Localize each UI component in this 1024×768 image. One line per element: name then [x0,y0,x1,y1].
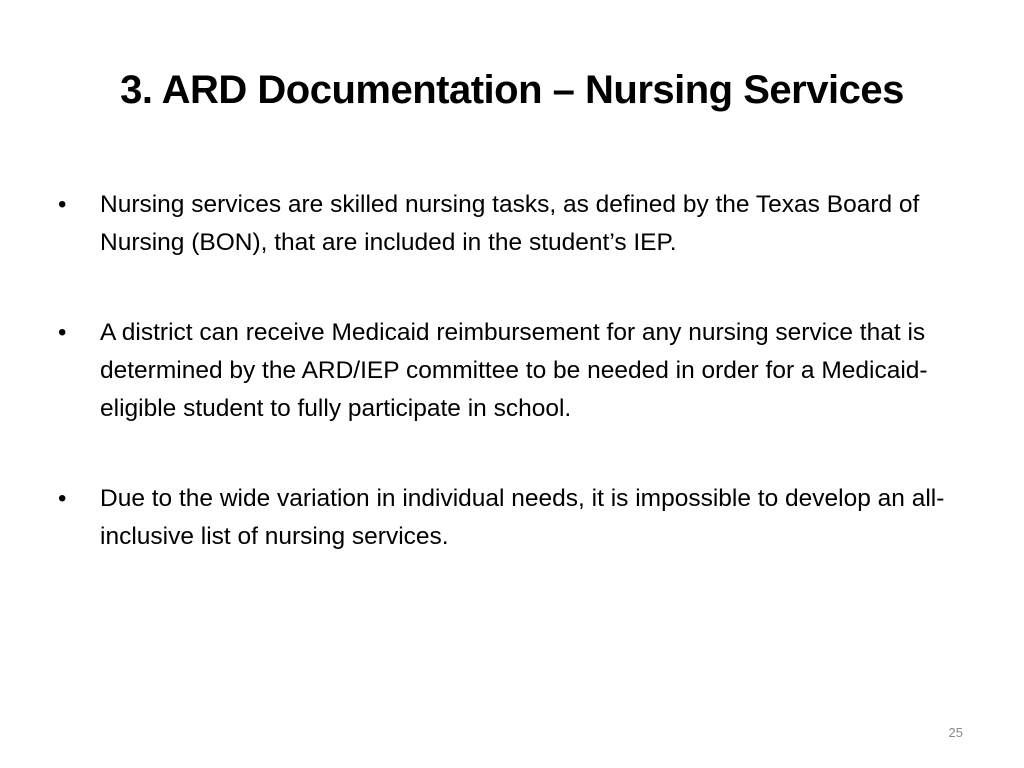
bullet-item [58,480,978,556]
bullet-marker: • [58,319,67,346]
bullet-marker: • [58,191,67,218]
slide-title: 3. ARD Documentation – Nursing Services [120,68,904,112]
page-number: 25 [948,725,963,740]
bullet-list [58,186,978,556]
bullet-item [58,186,978,262]
bullet-text: Due to the wide variation in individual needs, it is impossible to develop an all-inclusive list of nursing services. [100,485,945,550]
bullet-text: A district can receive Medicaid reimbursement for any nursing service that is determined by the ARD/IEP committee to be needed in order for a Medicaid-eligible student to fully participate in school. [100,319,928,422]
bullet-text: Nursing services are skilled nursing tasks, as defined by the Texas Board of Nursing (BON), that are included in the student’s IEP. [100,191,920,256]
bullet-marker: • [58,485,67,512]
bullet-item [58,314,978,428]
